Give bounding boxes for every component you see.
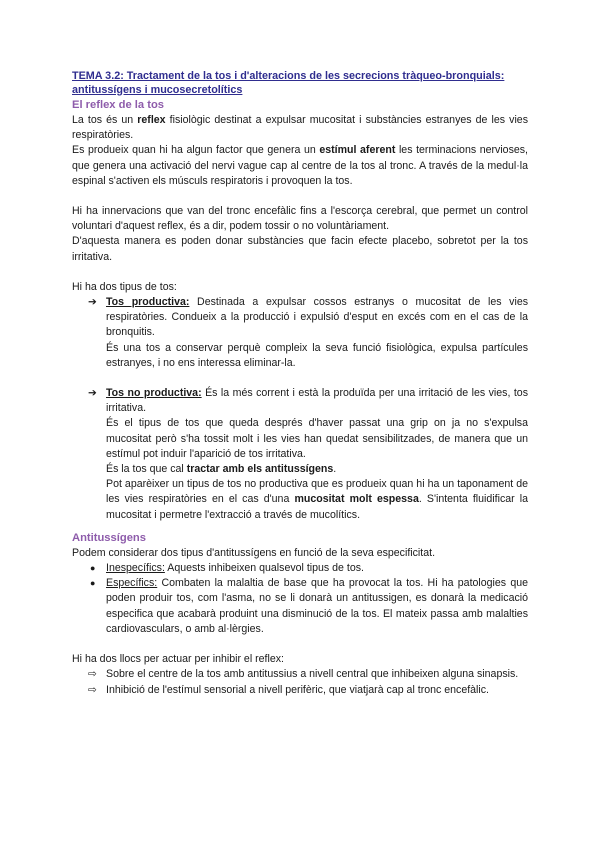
item-text: Sobre el centre de la tos amb antitussius a nivell central que inhibeixen alguna sinapsis. <box>106 668 519 681</box>
bold-term: estímul aferent <box>319 144 396 157</box>
paragraph-action-sites-intro: Hi ha dos llocs per actuar per inhibir el reflex: <box>72 653 284 666</box>
list-item-central <box>72 667 528 682</box>
paragraph-innervation: Hi ha innervacions que van del tronc encefàlic fins a l'escorça cerebral, que permet un control voluntari d'aquest reflex, és a dir, podem tossir o no voluntàriament. <box>72 205 528 233</box>
arrow-right-icon: ➔ <box>88 387 97 400</box>
list-item-non-productive <box>72 386 528 523</box>
antitussive-types-list <box>72 561 528 637</box>
hollow-arrow-icon: ⇨ <box>88 683 97 696</box>
title-line-2: antitussígens i mucosecretolítics <box>72 83 243 96</box>
item-label: Tos productiva: <box>106 296 190 309</box>
list-item-peripheral <box>72 683 528 698</box>
bold-term: reflex <box>137 114 166 126</box>
document-page <box>72 70 528 698</box>
item-label: Tos no productiva: <box>106 387 202 400</box>
arrow-right-icon: ➔ <box>88 296 97 309</box>
item-extra-thick <box>106 477 528 523</box>
cough-types-list <box>72 295 528 371</box>
paragraph-antitussive-intro: Podem considerar dos tipus d'antitussígens en funció de la seva especificitat. <box>72 546 436 559</box>
item-text: Combaten la malaltia de base que ha provocat la tos. Hi ha patologies que poden produir tos, com l'asma, no se li donarà un antitussigen, es donarà la medicació especifica que acabarà produint una disminució de la tos. El mateix passa amb malalties cardiovasculars, o amb al·lèrgies. <box>106 577 528 635</box>
bold-term: mucositat molt espessa <box>294 493 419 506</box>
text-span: Pot aparèixer un tipus de tos no productiva que es produeix quan hi ha un taponament de les vies respiratòries en el cas d'una <box>106 478 528 506</box>
item-text: Destinada a expulsar cossos estranys o mucositat de les vies respiratòries. Condueix a la producció i expulsió d'esput en excés com en el cas de la bronquitis. <box>106 296 529 339</box>
text-span: És la tos que cal <box>106 463 187 476</box>
document-title <box>72 70 528 97</box>
text-span: La tos és un <box>72 114 138 126</box>
paragraph-reflex-definition <box>72 113 528 143</box>
item-text: Aquests inhibeixen qualsevol tipus de tos. <box>164 562 364 575</box>
item-label: Inespecífics: <box>106 562 165 575</box>
bullet-icon: ● <box>90 563 96 574</box>
item-text: És la més corrent i està la produïda per una irritació de les vies, tos irritativa. <box>106 387 528 415</box>
list-item-productive <box>72 295 528 371</box>
item-extra: És una tos a conservar perquè compleix la seva funció fisiològica, expulsa partícules estranyes, i no ens interessa eliminar-la. <box>106 341 528 369</box>
list-item-nonspecific <box>72 561 528 576</box>
cough-types-list-2 <box>72 386 528 523</box>
text-span: . S'intenta fluidificar la mucositat i permetre l'extracció a través de mucolítics. <box>106 493 529 521</box>
bold-term: tractar amb els antitussígens <box>186 463 334 476</box>
section-heading-cough-reflex: El reflex de la tos <box>72 99 165 111</box>
bullet-icon: ● <box>90 578 96 589</box>
action-sites-list <box>72 667 528 697</box>
hollow-arrow-icon: ⇨ <box>88 668 97 681</box>
text-span: . <box>333 463 337 476</box>
item-extra-treat <box>106 462 528 477</box>
item-label: Específics: <box>106 577 158 590</box>
text-span: les terminacions nervioses, que genera una activació del nervi vague cap al centre de la tos al tronc. A través de la medul·la espinal s'activen els músculs respiratoris i provoquen la tos. <box>72 144 529 187</box>
list-item-specific <box>72 576 528 637</box>
paragraph-reflex-mechanism <box>72 143 528 189</box>
item-text: Inhibició de l'estímul sensorial a nivell perifèric, que viatjarà cap al tronc encefàlic. <box>106 683 489 696</box>
paragraph-placebo: D'aquesta manera es poden donar substàncies que facin efecte placebo, sobretot per la tos irritativa. <box>72 235 528 263</box>
text-span: Es produeix quan hi ha algun factor que genera un <box>72 144 320 157</box>
item-extra: És el tipus de tos que queda després d'haver passat una grip on ja no s'expulsa mucositat però s'ha tossit molt i les vies han quedat sensibilitzades, de manera que un estímul pot induir l'aparició de tos irritativa. <box>106 417 528 460</box>
title-line-1: TEMA 3.2: Tractament de la tos i d'alteracions de les secrecions tràqueo-bronquials: <box>72 70 505 82</box>
paragraph-cough-types-intro: Hi ha dos tipus de tos: <box>72 280 177 293</box>
text-span: fisiològic destinat a expulsar mucositat i substàncies estranyes de les vies respiratòries. <box>72 114 528 142</box>
section-heading-antitussives: Antitussígens <box>72 531 146 544</box>
